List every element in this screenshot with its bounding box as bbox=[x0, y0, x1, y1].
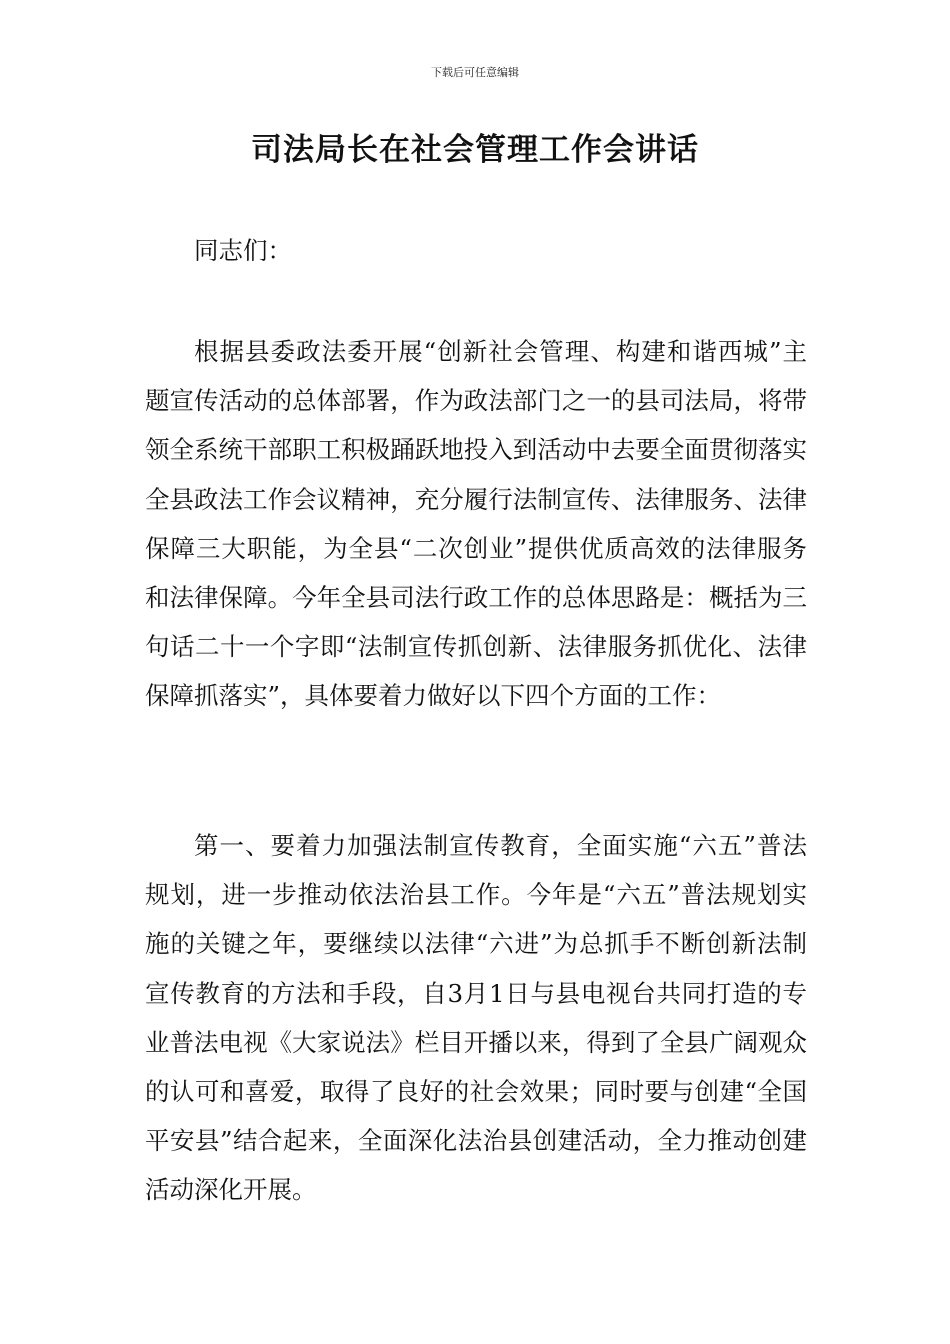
salutation: 同志们： bbox=[194, 236, 292, 265]
document-title: 司法局长在社会管理工作会讲话 bbox=[251, 132, 699, 168]
header-note: 下载后可任意编辑 bbox=[431, 66, 519, 79]
paragraph-2: 第一、要着力加强法制宣传教育，全面实施“六五”普法规划，进一步推动依法治县工作。今年是“六五”普法规划实施的关键之年，要继续以法律“六进”为总抓手不断创新法制宣传教育的方法和手段，自3月1日与县电视台共同打造的专业普法电视《大家说法》栏目开播以来，得到了全县广阔观众的认可和喜爱，取得了良好的社会效果；同时要与创建“全国平安县”结合起来，全面深化法治县创建活动，全力推动创建活动深化开展。 bbox=[145, 831, 807, 1205]
paragraph-1: 根据县委政法委开展“创新社会管理、构建和谐西城”主题宣传活动的总体部署，作为政法部门之一的县司法局，将带领全系统干部职工积极踊跃地投入到活动中去要全面贯彻落实全县政法工作会议精神，充分履行法制宣传、法律服务、法律保障三大职能，为全县“二次创业”提供优质高效的法律服务和法律保障。今年全县司法行政工作的总体思路是：概括为三句话二十一个字即“法制宣传抓创新、法律服务抓优化、法律保障抓落实”，具体要着力做好以下四个方面的工作： bbox=[145, 337, 807, 711]
